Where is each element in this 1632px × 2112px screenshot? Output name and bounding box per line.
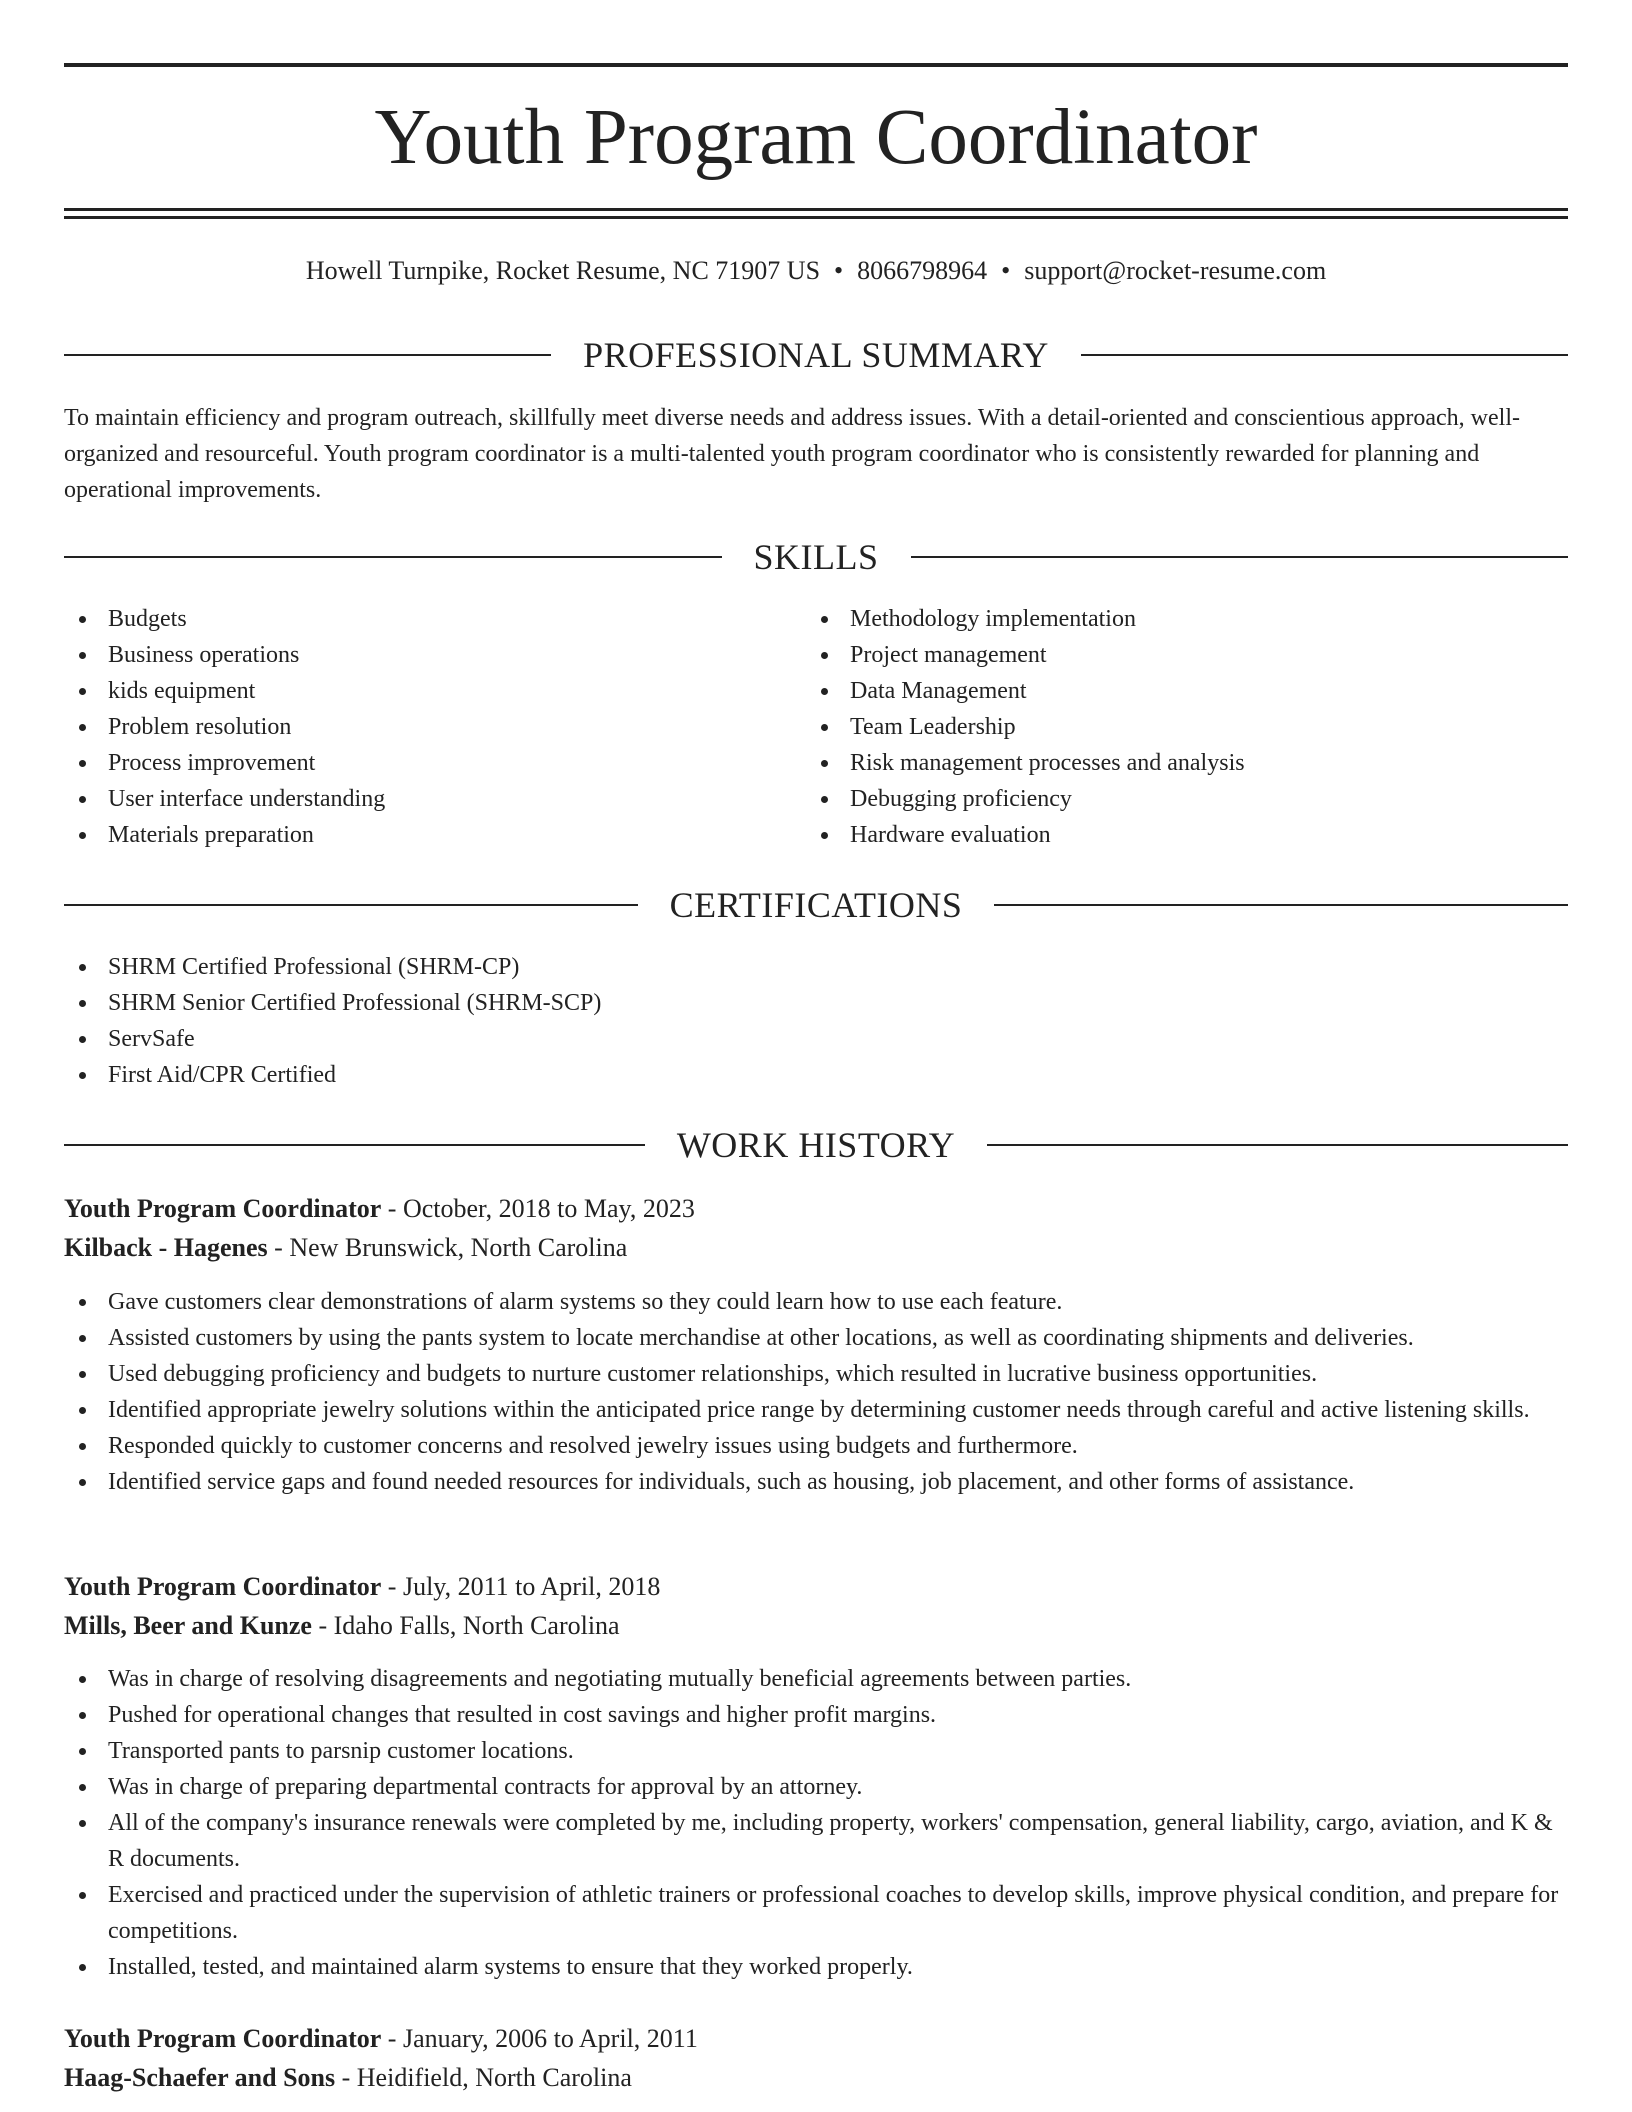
section-rule [64,904,638,906]
skill-item: Team Leadership [806,709,1566,745]
job-bullet: Exercised and practiced under the supervision of athletic trainers or professional coaches to develop skills, improve physical condition, and prepare for competitions. [64,1877,1568,1949]
section-rule [1081,354,1568,356]
skill-item: Debugging proficiency [806,781,1566,817]
job-bullet: Transported pants to parsnip customer locations. [64,1733,1568,1769]
job-bullet: Was in charge of preparing departmental contracts for approval by an attorney. [64,1769,1568,1805]
skill-item: Process improvement [64,745,804,781]
job-dash: - [267,1233,290,1262]
skill-item: Budgets [64,601,804,637]
skill-item: Materials preparation [64,817,804,853]
section-rule [64,1144,645,1146]
job-bullet: Identified service gaps and found needed resources for individuals, such as housing, job placement, and other forms of assistance. [64,1464,1568,1500]
job-bullet: Identified appropriate jewelry solutions within the anticipated price range by determining customer needs through careful and active listening skills. [64,1392,1568,1428]
contact-phone: 8066798964 [857,256,988,285]
job-location: New Brunswick, North Carolina [289,1233,628,1262]
section-rule [64,556,722,558]
certification-item: SHRM Senior Certified Professional (SHRM-SCP) [64,985,1568,1021]
header-double-rule-lower [64,216,1568,219]
job-bullets [64,1661,1568,1985]
skill-item: Data Management [806,673,1566,709]
job-title-line [64,1569,1568,1605]
work-history-heading: WORK HISTORY [676,1125,956,1165]
job-bullet: Pushed for operational changes that resulted in cost savings and higher profit margins. [64,1697,1568,1733]
contact-separator: • [834,256,844,285]
skill-item: Hardware evaluation [806,817,1566,853]
job-company-line [64,2060,1568,2096]
skills-heading: SKILLS [753,537,879,577]
skills-list-left [64,601,804,853]
certifications-section-header [64,883,1568,927]
job-location: Idaho Falls, North Carolina [333,1611,620,1640]
job-bullet: Used debugging proficiency and budgets to nurture customer relationships, which resulted in lucrative business opportunities. [64,1356,1568,1392]
job-dash: - [311,1611,334,1640]
certification-item: First Aid/CPR Certified [64,1057,1568,1093]
job-company: Kilback - Hagenes [64,1233,268,1262]
contact-email: support@rocket-resume.com [1024,256,1327,285]
job-bullet: Installed, tested, and maintained alarm systems to ensure that they worked properly. [64,1949,1568,1985]
job-title: Youth Program Coordinator [64,2024,382,2053]
job-company: Mills, Beer and Kunze [64,1611,312,1640]
job-company-line [64,1608,1568,1644]
section-rule [987,1144,1568,1146]
job-dash: - [381,2024,403,2053]
certifications-list [64,949,1568,1093]
job-title: Youth Program Coordinator [64,1572,382,1601]
job-company-line [64,1230,1568,1266]
job-dash: - [381,1194,403,1223]
skill-item: Problem resolution [64,709,804,745]
job-title: Youth Program Coordinator [64,1194,382,1223]
summary-text: To maintain efficiency and program outreach, skillfully meet diverse needs and address issues. With a detail-oriented and conscientious approach, well-organized and resourceful. Youth program coordinator is a multi-talented youth program coordinator who is consistently rewarded for planning and operational improvements. [64,405,1520,503]
summary-heading: PROFESSIONAL SUMMARY [583,335,1049,375]
job-dates: January, 2006 to April, 2011 [402,2024,698,2053]
skill-item: kids equipment [64,673,804,709]
contact-line [64,254,1568,288]
job-bullet: Gave customers clear demonstrations of alarm systems so they could learn how to use each feature. [64,1284,1568,1320]
job-bullet: Responded quickly to customer concerns and resolved jewelry issues using budgets and furthermore. [64,1428,1568,1464]
skills-list-right [806,601,1566,853]
section-rule [994,904,1568,906]
skill-item: Risk management processes and analysis [806,745,1566,781]
section-rule [911,556,1569,558]
job-title-line [64,1191,1568,1227]
job-company: Haag-Schaefer and Sons [64,2063,336,2092]
job-bullets [64,1284,1568,1500]
skill-item: Methodology implementation [806,601,1566,637]
job-title-line [64,2021,1568,2057]
summary-section-header [64,333,1568,377]
job-bullet: All of the company's insurance renewals were completed by me, including property, workers' compensation, general liability, cargo, aviation, and K & R documents. [64,1805,1568,1877]
job-dash: - [335,2063,357,2092]
skill-item: Business operations [64,637,804,673]
work-history-section-header [64,1123,1568,1167]
section-rule [64,354,551,356]
certifications-heading: CERTIFICATIONS [669,885,963,925]
certification-item: SHRM Certified Professional (SHRM-CP) [64,949,1568,985]
contact-separator: • [1001,256,1011,285]
skill-item: Project management [806,637,1566,673]
job-location: Heidifield, North Carolina [356,2063,632,2092]
contact-address: Howell Turnpike, Rocket Resume, NC 71907 US [305,256,821,285]
job-bullet: Was in charge of resolving disagreements and negotiating mutually beneficial agreements between parties. [64,1661,1568,1697]
certification-item: ServSafe [64,1021,1568,1057]
header-top-rule [64,63,1568,67]
job-dates: July, 2011 to April, 2018 [402,1572,661,1601]
resume-title: Youth Program Coordinator [374,94,1258,181]
job-dash: - [381,1572,403,1601]
skill-item: User interface understanding [64,781,804,817]
skills-section-header [64,535,1568,579]
job-bullet: Assisted customers by using the pants system to locate merchandise at other locations, as well as coordinating shipments and deliveries. [64,1320,1568,1356]
header-double-rule-upper [64,208,1568,211]
job-dates: October, 2018 to May, 2023 [402,1194,695,1223]
